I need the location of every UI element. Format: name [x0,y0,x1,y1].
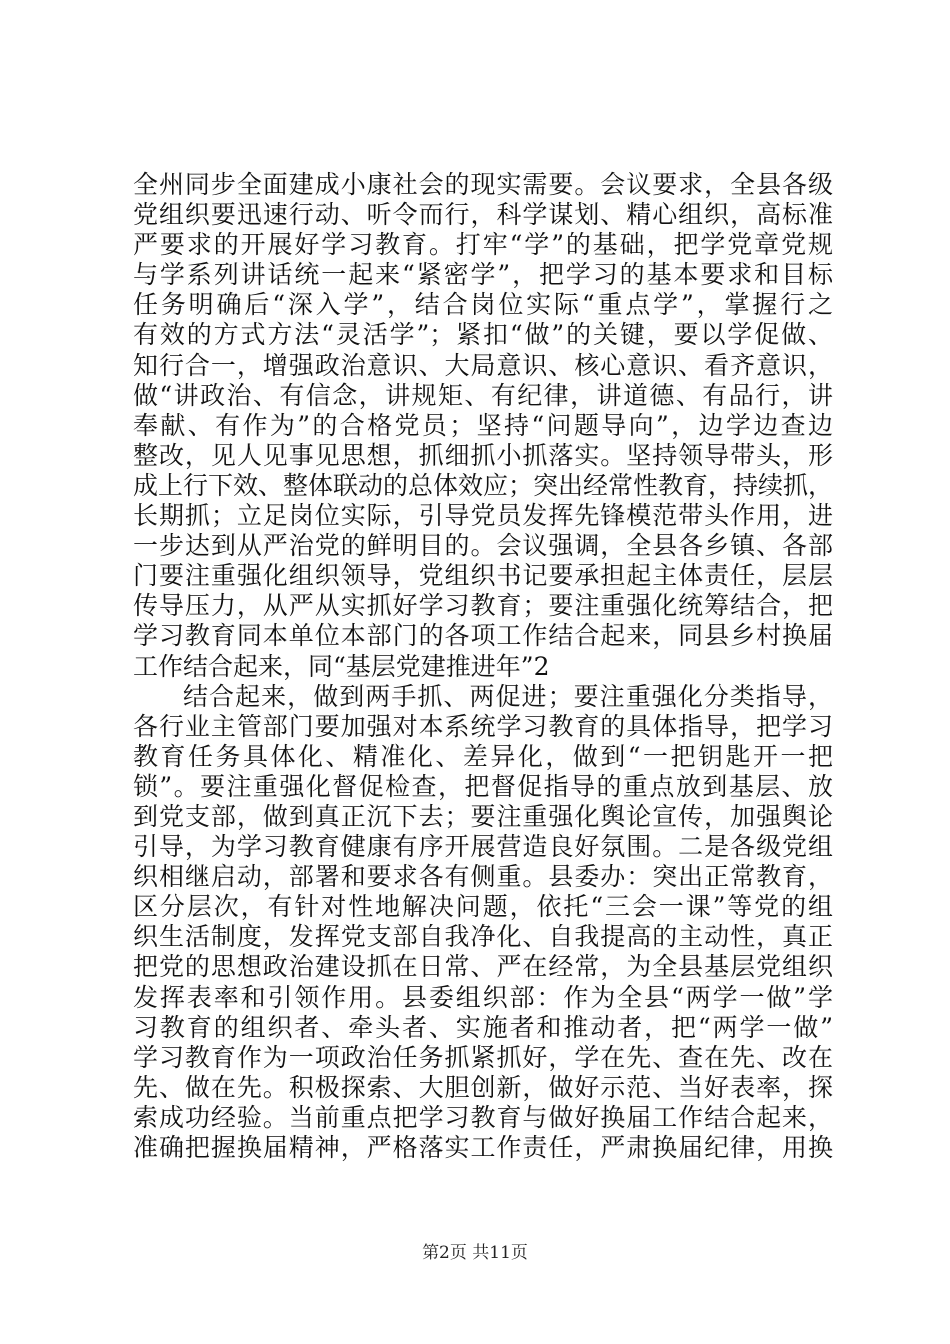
text-line: 习教育的组织者、牵头者、实施者和推动者，把“两学一做” [133,1012,833,1042]
text-line: 长期抓；立足岗位实际，引导党员发挥先锋模范带头作用，进 [133,501,833,531]
paragraph-start-line: 结合起来，做到两手抓、两促进；要注重强化分类指导， [183,681,833,711]
text-line: 有效的方式方法“灵活学”；紧扣“做”的关键，要以学促做、 [133,320,833,350]
text-line: 准确把握换届精神，严格落实工作责任，严肃换届纪律，用换 [133,1133,833,1162]
page-footer [0,1242,950,1264]
text-line: 把党的思想政治建设抓在日常、严在经常，为全县基层党组织 [133,952,833,982]
document-body [133,170,833,1163]
text-line: 到党支部，做到真正沉下去；要注重强化舆论宣传，加强舆论 [133,801,833,831]
text-line: 工作结合起来，同“基层党建推进年”2 [133,651,550,681]
text-line: 索成功经验。当前重点把学习教育与做好换届工作结合起来， [133,1102,833,1132]
text-line: 学习教育作为一项政治任务抓紧抓好，学在先、查在先、改在 [133,1042,833,1072]
text-line: 做“讲政治、有信念，讲规矩、有纪律，讲道德、有品行，讲 [133,380,833,410]
text-line: 各行业主管部门要加强对本系统学习教育的具体指导，把学习 [133,711,833,741]
text-line: 发挥表率和引领作用。县委组织部：作为全县“两学一做”学 [133,982,833,1012]
text-line: 先、做在先。积极探索、大胆创新，做好示范、当好表率，探 [133,1072,833,1102]
text-line: 严要求的开展好学习教育。打牢“学”的基础，把学党章党规 [133,230,833,260]
text-line: 党组织要迅速行动、听令而行，科学谋划、精心组织，高标准 [133,200,833,230]
text-line: 门要注重强化组织领导，党组织书记要承担起主体责任，层层 [133,561,833,591]
text-line: 区分层次，有针对性地解决问题，依托“三会一课”等党的组 [133,892,833,922]
text-line: 引导，为学习教育健康有序开展营造良好氛围。二是各级党组 [133,832,833,862]
text-line: 整改，见人见事见思想，抓细抓小抓落实。坚持领导带头，形 [133,440,833,470]
text-line: 与学系列讲话统一起来“紧密学”，把学习的基本要求和目标 [133,260,833,290]
page-number-label: 第2页 共11页 [422,1243,528,1263]
text-line: 教育任务具体化、精准化、差异化，做到“一把钥匙开一把 [133,741,833,771]
text-line: 织相继启动，部署和要求各有侧重。县委办：突出正常教育， [133,862,833,892]
text-line: 锁”。要注重强化督促检查，把督促指导的重点放到基层、放 [133,771,833,801]
text-line: 全州同步全面建成小康社会的现实需要。会议要求，全县各级 [133,170,833,199]
text-line: 一步达到从严治党的鲜明目的。会议强调，全县各乡镇、各部 [133,531,833,561]
text-line: 奉献、有作为”的合格党员；坚持“问题导向”，边学边查边 [133,410,833,440]
text-line: 传导压力，从严从实抓好学习教育；要注重强化统筹结合，把 [133,591,833,621]
text-line: 成上行下效、整体联动的总体效应；突出经常性教育，持续抓， [133,470,834,500]
text-line: 任务明确后“深入学”，结合岗位实际“重点学”，掌握行之 [133,290,833,320]
text-line: 知行合一，增强政治意识、大局意识、核心意识、看齐意识， [133,350,833,380]
text-line: 织生活制度，发挥党支部自我净化、自我提高的主动性，真正 [133,922,833,952]
text-line: 学习教育同本单位本部门的各项工作结合起来，同县乡村换届 [133,621,833,651]
